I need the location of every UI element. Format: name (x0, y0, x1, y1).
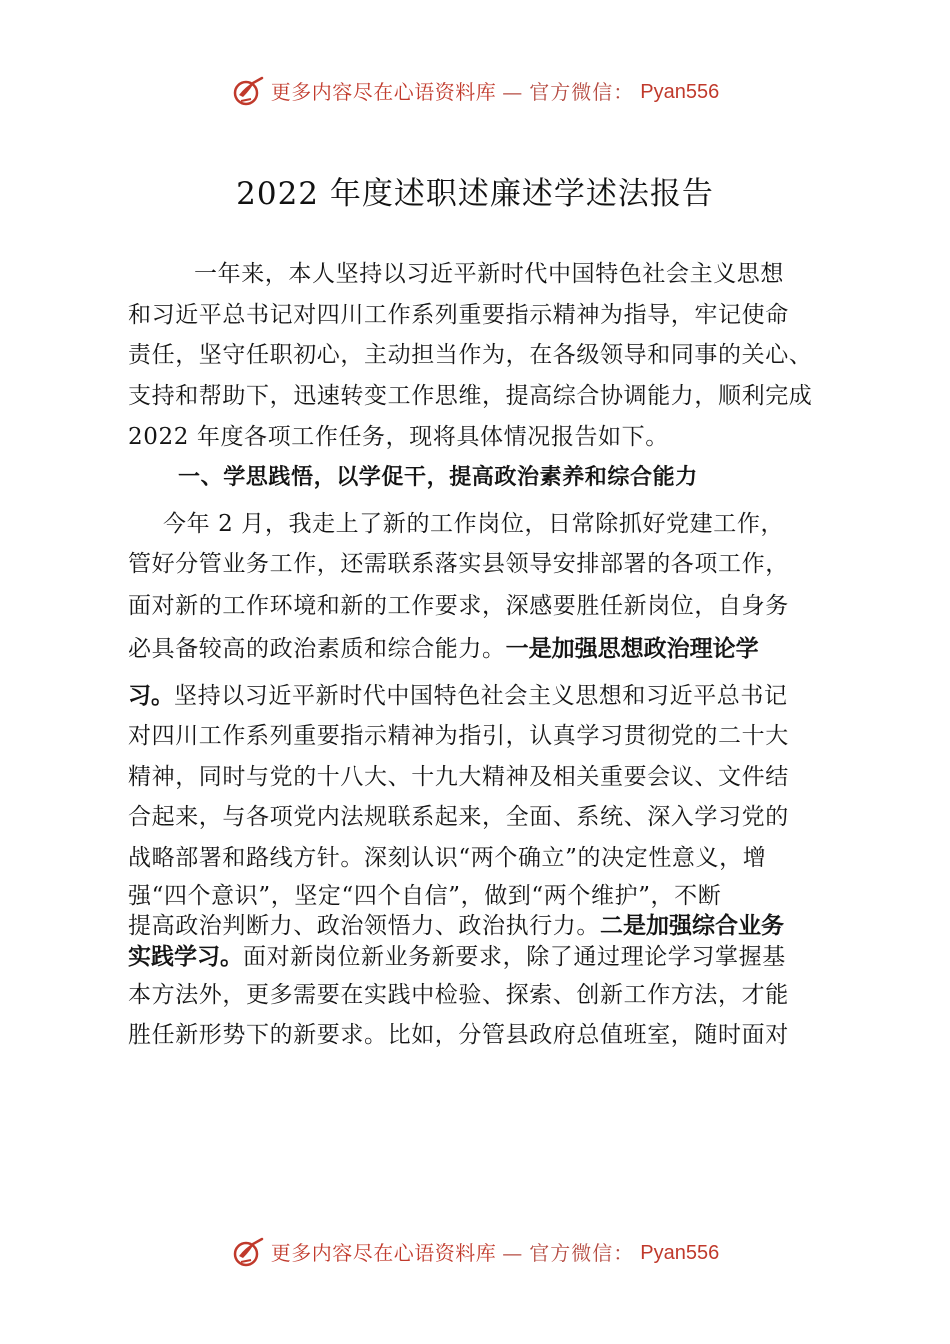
body-line: 对四川工作系列重要指示精神为指引，认真学习贯彻党的二十大 (128, 723, 789, 749)
watermark-wechat-id: Pyan556 (640, 1242, 720, 1264)
watermark-brand: 更多内容尽在心语资料库 (270, 80, 497, 104)
body-line: 一年来，本人坚持以习近平新时代中国特色社会主义思想 (194, 261, 784, 287)
body-line: 精神，同时与党的十八大、十九大精神及相关重要会议、文件结 (128, 764, 789, 790)
quill-logo-icon (231, 75, 265, 109)
body-text: 面对新岗位新业务新要求，除了通过理论学习掌握基 (243, 944, 786, 970)
body-text: 提高政治判断力、政治领悟力、政治执行力。 (128, 913, 600, 939)
body-line: 支持和帮助下，迅速转变工作思维，提高综合协调能力，顺利完成 (128, 383, 813, 409)
watermark-separator: — (502, 80, 524, 104)
body-line: 和习近平总书记对四川工作系列重要指示精神为指导，牢记使命 (128, 302, 789, 328)
body-line: 合起来，与各项党内法规联系起来，全面、系统、深入学习党的 (128, 804, 789, 830)
body-line: 今年 2 月，我走上了新的工作岗位，日常除抓好党建工作， (163, 511, 785, 537)
bold-point-2-end: 实践学习。 (128, 944, 243, 970)
body-line-with-bold (128, 634, 759, 664)
body-line-with-bold (128, 911, 784, 941)
footer-watermark (0, 1233, 950, 1273)
body-text: 必具备较高的政治素质和综合能力。 (128, 636, 506, 662)
body-line: 强“四个意识”，坚定“四个自信”，做到“两个维护”，不断 (128, 883, 722, 909)
body-line: 2022 年度各项工作任务，现将具体情况报告如下。 (128, 424, 669, 450)
watermark-label: 官方微信： (529, 1241, 635, 1265)
bold-point-1: 一是加强思想政治理论学 (505, 636, 759, 662)
body-line: 胜任新形势下的新要求。比如，分管县政府总值班室，随时面对 (128, 1022, 789, 1048)
body-text: 坚持以习近平新时代中国特色社会主义思想和习近平总书记 (174, 683, 788, 709)
body-line: 面对新的工作环境和新的工作要求，深感要胜任新岗位，自身务 (128, 593, 789, 619)
watermark-separator: — (502, 1241, 524, 1265)
section-heading-1: 一、学思践悟，以学促干，提高政治素养和综合能力 (178, 465, 698, 490)
header-watermark (0, 72, 950, 112)
document-title: 2022 年度述职述廉述学述法报告 (236, 176, 714, 212)
watermark-brand: 更多内容尽在心语资料库 (270, 1241, 497, 1265)
body-line-with-bold (128, 681, 788, 711)
watermark-wechat-id: Pyan556 (640, 81, 720, 103)
bold-point-1-end: 习。 (128, 683, 174, 709)
body-line: 本方法外，更多需要在实践中检验、探索、创新工作方法，才能 (128, 982, 789, 1008)
body-line-with-bold (128, 942, 786, 972)
body-line: 管好分管业务工作，还需联系落实县领导安排部署的各项工作， (128, 551, 789, 577)
watermark-label: 官方微信： (529, 80, 635, 104)
body-line: 责任，坚守任职初心，主动担当作为，在各级领导和同事的关心、 (128, 342, 813, 368)
quill-logo-icon (231, 1236, 265, 1270)
body-line: 战略部署和路线方针。深刻认识“两个确立”的决定性意义，增 (128, 845, 767, 871)
bold-point-2: 二是加强综合业务 (600, 913, 784, 939)
